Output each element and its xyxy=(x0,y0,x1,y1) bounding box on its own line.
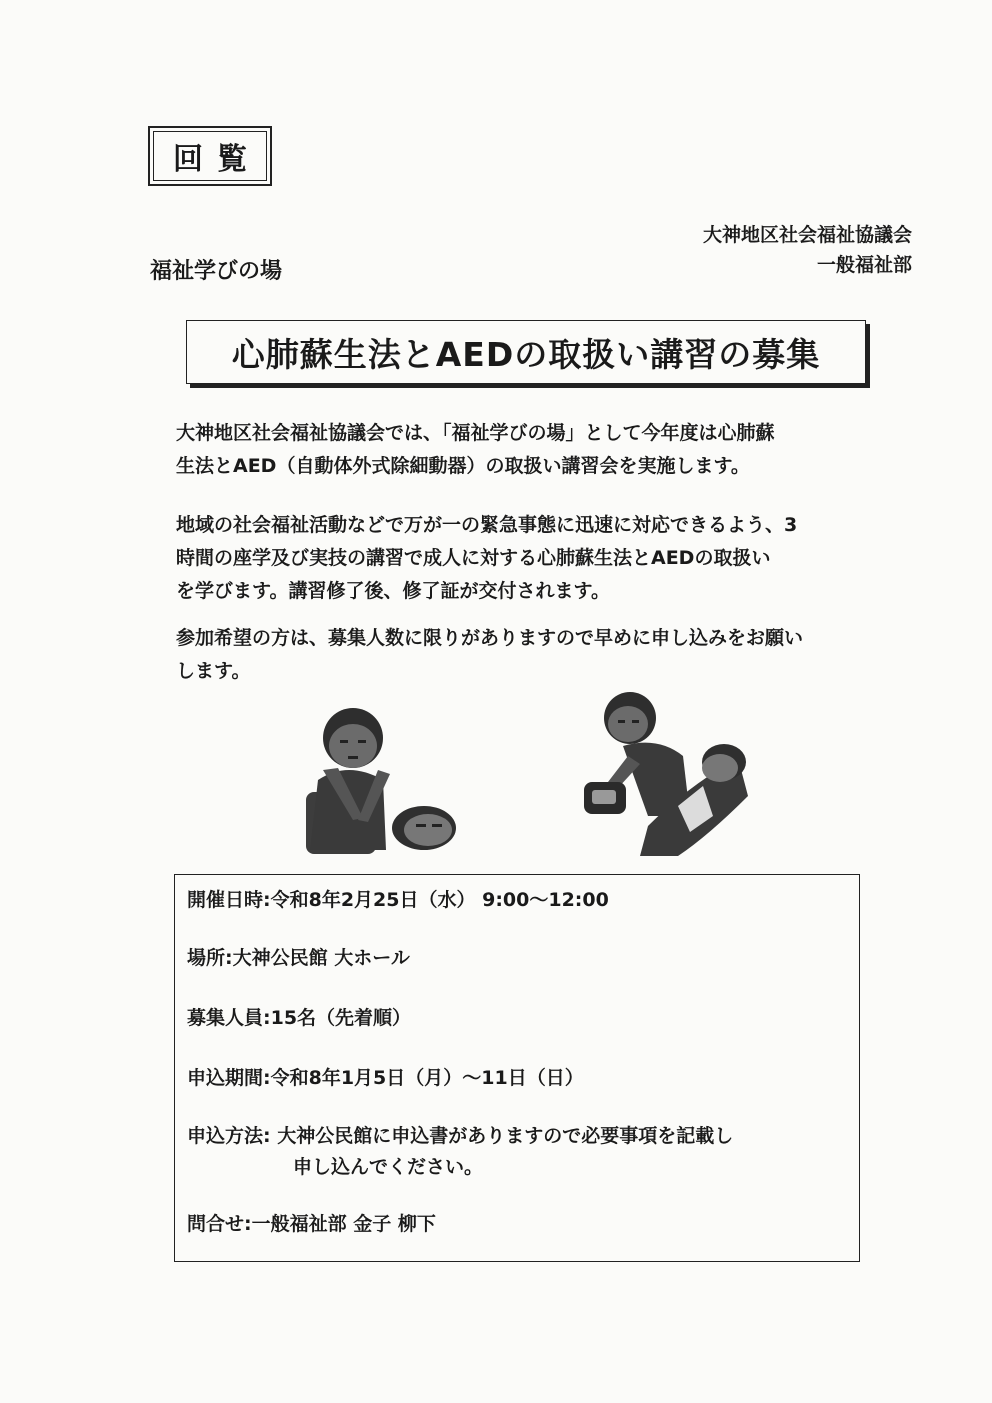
detail-value: 令和8年1月5日（月）～11日（日） xyxy=(270,1067,584,1089)
paragraph-line: 生法とAED（自動体外式除細動器）の取扱い講習会を実施します。 xyxy=(176,455,750,477)
detail-place xyxy=(187,943,410,974)
event-details-box xyxy=(174,874,860,1262)
detail-label: 問合せ: xyxy=(187,1213,252,1235)
circulation-label: 回覧 xyxy=(153,131,267,181)
aed-illustration xyxy=(578,686,748,858)
detail-capacity xyxy=(187,1003,411,1034)
detail-label: 場所: xyxy=(187,947,233,969)
detail-value-continued: 申し込んでください。 xyxy=(293,1156,484,1178)
paragraph-line: 大神地区社会福祉協議会では、「福祉学びの場」として今年度は心肺蘇 xyxy=(176,422,775,444)
paragraph-line: を学びます。講習修了後、修了証が交付されます。 xyxy=(176,580,610,602)
detail-value: 大神公民館に申込書がありますので必要事項を記載し xyxy=(270,1125,734,1147)
paragraph-line: 参加希望の方は、募集人数に限りがありますので早めに申し込みをお願い xyxy=(176,627,804,649)
paragraph-purpose xyxy=(176,509,876,608)
detail-label: 申込期間: xyxy=(187,1067,271,1089)
detail-label: 募集人員: xyxy=(187,1007,271,1029)
detail-value: 令和8年2月25日（水） 9:00～12:00 xyxy=(270,889,609,911)
detail-method xyxy=(187,1121,733,1183)
organization-block xyxy=(703,220,912,280)
paragraph-line: 時間の座学及び実技の講習で成人に対する心肺蘇生法とAEDの取扱い xyxy=(176,547,771,569)
paragraph-intro xyxy=(176,417,876,483)
detail-date xyxy=(187,885,609,916)
detail-value: 一般福祉部 金子 柳下 xyxy=(251,1213,436,1235)
circulation-stamp xyxy=(148,126,272,186)
detail-period xyxy=(187,1063,584,1094)
detail-label: 開催日時: xyxy=(187,889,271,911)
paragraph-line: します。 xyxy=(176,660,251,682)
page-title: 心肺蘇生法とAEDの取扱い講習の募集 xyxy=(186,320,866,384)
paragraph-request xyxy=(176,622,876,688)
detail-value: 15名（先着順） xyxy=(270,1007,412,1029)
department-name: 一般福祉部 xyxy=(816,254,912,276)
cpr-illustration xyxy=(298,700,468,860)
program-name: 福祉学びの場 xyxy=(150,259,283,284)
paragraph-line: 地域の社会福祉活動などで万が一の緊急事態に迅速に対応できるよう、3 xyxy=(176,514,798,536)
detail-value: 大神公民館 大ホール xyxy=(232,947,410,969)
detail-contact xyxy=(187,1209,436,1240)
detail-label: 申込方法: xyxy=(187,1125,271,1147)
organization-name: 大神地区社会福祉協議会 xyxy=(702,224,912,246)
